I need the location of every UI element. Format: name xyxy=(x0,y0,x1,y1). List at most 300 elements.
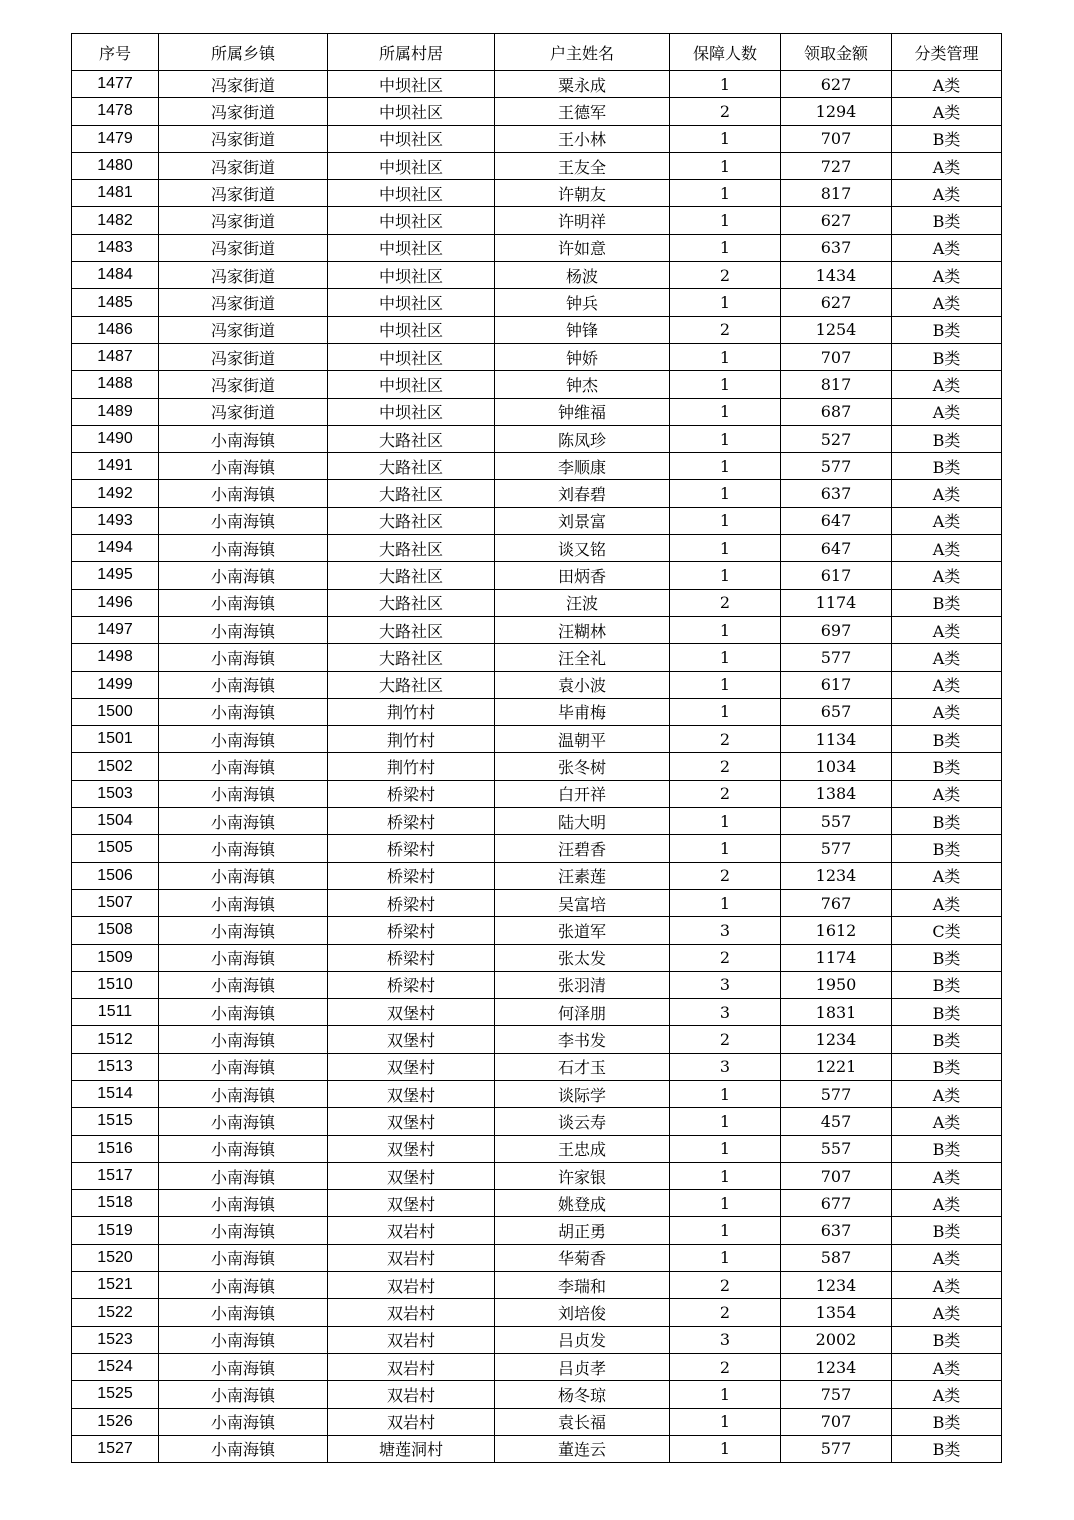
cell-covered-persons: 1 xyxy=(670,562,781,589)
cell-township: 小南海镇 xyxy=(159,1326,328,1353)
header-row xyxy=(72,34,1002,71)
cell-householder: 杨冬琼 xyxy=(495,1381,670,1408)
cell-householder: 石才玉 xyxy=(495,1053,670,1080)
cell-category: A类 xyxy=(892,1108,1002,1135)
cell-seq: 1481 xyxy=(72,180,159,207)
cell-village: 大路社区 xyxy=(328,453,495,480)
cell-township: 小南海镇 xyxy=(159,1381,328,1408)
cell-category: A类 xyxy=(892,535,1002,562)
table-row xyxy=(72,398,1002,425)
cell-amount: 1234 xyxy=(781,1272,892,1299)
cell-village: 中坝社区 xyxy=(328,125,495,152)
table-body xyxy=(72,71,1002,1463)
table-row xyxy=(72,616,1002,643)
table-row xyxy=(72,234,1002,261)
cell-seq: 1507 xyxy=(72,889,159,916)
cell-seq: 1485 xyxy=(72,289,159,316)
table-row xyxy=(72,1053,1002,1080)
cell-village: 双岩村 xyxy=(328,1217,495,1244)
cell-township: 小南海镇 xyxy=(159,1026,328,1053)
cell-covered-persons: 1 xyxy=(670,1381,781,1408)
table-row xyxy=(72,726,1002,753)
cell-category: A类 xyxy=(892,98,1002,125)
cell-householder: 华菊香 xyxy=(495,1244,670,1271)
cell-seq: 1498 xyxy=(72,644,159,671)
table-row xyxy=(72,289,1002,316)
cell-village: 中坝社区 xyxy=(328,152,495,179)
cell-village: 大路社区 xyxy=(328,589,495,616)
cell-category: B类 xyxy=(892,1217,1002,1244)
cell-category: A类 xyxy=(892,1162,1002,1189)
cell-covered-persons: 3 xyxy=(670,1053,781,1080)
cell-covered-persons: 3 xyxy=(670,1326,781,1353)
cell-covered-persons: 1 xyxy=(670,1217,781,1244)
cell-seq: 1493 xyxy=(72,507,159,534)
cell-householder: 王小林 xyxy=(495,125,670,152)
cell-village: 双岩村 xyxy=(328,1408,495,1435)
cell-village: 塘莲洞村 xyxy=(328,1435,495,1462)
cell-township: 小南海镇 xyxy=(159,1299,328,1326)
cell-seq: 1526 xyxy=(72,1408,159,1435)
table-row xyxy=(72,589,1002,616)
cell-category: A类 xyxy=(892,1080,1002,1107)
table-row xyxy=(72,862,1002,889)
cell-amount: 457 xyxy=(781,1108,892,1135)
cell-category: A类 xyxy=(892,616,1002,643)
cell-category: B类 xyxy=(892,726,1002,753)
cell-covered-persons: 2 xyxy=(670,262,781,289)
cell-covered-persons: 2 xyxy=(670,1299,781,1326)
cell-householder: 刘景富 xyxy=(495,507,670,534)
cell-amount: 2002 xyxy=(781,1326,892,1353)
cell-amount: 577 xyxy=(781,1435,892,1462)
cell-village: 桥梁村 xyxy=(328,862,495,889)
table-row xyxy=(72,1353,1002,1380)
cell-amount: 527 xyxy=(781,425,892,452)
cell-township: 小南海镇 xyxy=(159,453,328,480)
cell-householder: 吕贞孝 xyxy=(495,1353,670,1380)
cell-amount: 727 xyxy=(781,152,892,179)
cell-seq: 1513 xyxy=(72,1053,159,1080)
cell-category: A类 xyxy=(892,180,1002,207)
cell-township: 冯家街道 xyxy=(159,316,328,343)
cell-amount: 707 xyxy=(781,1162,892,1189)
cell-seq: 1482 xyxy=(72,207,159,234)
cell-amount: 617 xyxy=(781,671,892,698)
cell-village: 大路社区 xyxy=(328,507,495,534)
cell-seq: 1477 xyxy=(72,71,159,98)
cell-village: 双岩村 xyxy=(328,1244,495,1271)
cell-householder: 钟杰 xyxy=(495,371,670,398)
cell-covered-persons: 1 xyxy=(670,644,781,671)
cell-householder: 李顺康 xyxy=(495,453,670,480)
cell-village: 中坝社区 xyxy=(328,398,495,425)
cell-seq: 1512 xyxy=(72,1026,159,1053)
cell-amount: 557 xyxy=(781,1135,892,1162)
cell-village: 双堡村 xyxy=(328,999,495,1026)
cell-covered-persons: 2 xyxy=(670,1026,781,1053)
cell-seq: 1491 xyxy=(72,453,159,480)
cell-township: 小南海镇 xyxy=(159,1135,328,1162)
cell-householder: 杨波 xyxy=(495,262,670,289)
cell-householder: 许朝友 xyxy=(495,180,670,207)
cell-householder: 董连云 xyxy=(495,1435,670,1462)
cell-covered-persons: 2 xyxy=(670,98,781,125)
cell-covered-persons: 3 xyxy=(670,971,781,998)
table-row xyxy=(72,1217,1002,1244)
table-row xyxy=(72,535,1002,562)
cell-seq: 1506 xyxy=(72,862,159,889)
cell-covered-persons: 1 xyxy=(670,207,781,234)
table-row xyxy=(72,1272,1002,1299)
cell-township: 小南海镇 xyxy=(159,917,328,944)
table-row xyxy=(72,671,1002,698)
cell-category: B类 xyxy=(892,971,1002,998)
cell-township: 小南海镇 xyxy=(159,944,328,971)
cell-covered-persons: 1 xyxy=(670,671,781,698)
cell-amount: 1234 xyxy=(781,1353,892,1380)
cell-township: 小南海镇 xyxy=(159,999,328,1026)
header-township: 所属乡镇 xyxy=(159,34,328,71)
cell-amount: 557 xyxy=(781,808,892,835)
cell-category: B类 xyxy=(892,1135,1002,1162)
cell-covered-persons: 1 xyxy=(670,180,781,207)
cell-householder: 张冬树 xyxy=(495,753,670,780)
cell-village: 双堡村 xyxy=(328,1135,495,1162)
cell-village: 桥梁村 xyxy=(328,835,495,862)
cell-householder: 王友全 xyxy=(495,152,670,179)
cell-village: 荆竹村 xyxy=(328,698,495,725)
cell-covered-persons: 1 xyxy=(670,1435,781,1462)
cell-covered-persons: 1 xyxy=(670,125,781,152)
cell-village: 双堡村 xyxy=(328,1162,495,1189)
cell-village: 双堡村 xyxy=(328,1026,495,1053)
table-row xyxy=(72,343,1002,370)
cell-township: 小南海镇 xyxy=(159,425,328,452)
cell-householder: 汪糊林 xyxy=(495,616,670,643)
cell-category: A类 xyxy=(892,71,1002,98)
header-village: 所属村居 xyxy=(328,34,495,71)
table-row xyxy=(72,262,1002,289)
cell-category: B类 xyxy=(892,1026,1002,1053)
cell-township: 冯家街道 xyxy=(159,262,328,289)
cell-amount: 657 xyxy=(781,698,892,725)
table-row xyxy=(72,1080,1002,1107)
cell-village: 双岩村 xyxy=(328,1272,495,1299)
cell-category: A类 xyxy=(892,862,1002,889)
cell-householder: 汪波 xyxy=(495,589,670,616)
cell-householder: 钟兵 xyxy=(495,289,670,316)
cell-seq: 1488 xyxy=(72,371,159,398)
cell-seq: 1494 xyxy=(72,535,159,562)
cell-covered-persons: 1 xyxy=(670,1408,781,1435)
cell-seq: 1514 xyxy=(72,1080,159,1107)
cell-category: A类 xyxy=(892,889,1002,916)
table-row xyxy=(72,98,1002,125)
cell-amount: 577 xyxy=(781,1080,892,1107)
cell-amount: 677 xyxy=(781,1190,892,1217)
cell-category: B类 xyxy=(892,316,1002,343)
table-row xyxy=(72,71,1002,98)
cell-amount: 647 xyxy=(781,507,892,534)
cell-amount: 587 xyxy=(781,1244,892,1271)
cell-amount: 627 xyxy=(781,71,892,98)
cell-seq: 1517 xyxy=(72,1162,159,1189)
cell-category: B类 xyxy=(892,1408,1002,1435)
cell-seq: 1501 xyxy=(72,726,159,753)
cell-amount: 1174 xyxy=(781,589,892,616)
cell-seq: 1503 xyxy=(72,780,159,807)
cell-covered-persons: 1 xyxy=(670,698,781,725)
cell-category: A类 xyxy=(892,644,1002,671)
header-amount: 领取金额 xyxy=(781,34,892,71)
cell-township: 冯家街道 xyxy=(159,207,328,234)
table-row xyxy=(72,999,1002,1026)
cell-covered-persons: 1 xyxy=(670,425,781,452)
cell-village: 中坝社区 xyxy=(328,180,495,207)
cell-covered-persons: 1 xyxy=(670,1108,781,1135)
cell-seq: 1486 xyxy=(72,316,159,343)
cell-village: 中坝社区 xyxy=(328,343,495,370)
table-row xyxy=(72,944,1002,971)
cell-township: 小南海镇 xyxy=(159,971,328,998)
cell-village: 双堡村 xyxy=(328,1080,495,1107)
cell-householder: 刘培俊 xyxy=(495,1299,670,1326)
cell-village: 中坝社区 xyxy=(328,262,495,289)
cell-covered-persons: 2 xyxy=(670,753,781,780)
cell-householder: 许家银 xyxy=(495,1162,670,1189)
cell-township: 小南海镇 xyxy=(159,1353,328,1380)
table-row xyxy=(72,1381,1002,1408)
cell-township: 小南海镇 xyxy=(159,1435,328,1462)
cell-township: 冯家街道 xyxy=(159,71,328,98)
cell-category: A类 xyxy=(892,289,1002,316)
cell-township: 小南海镇 xyxy=(159,1108,328,1135)
cell-seq: 1525 xyxy=(72,1381,159,1408)
cell-householder: 温朝平 xyxy=(495,726,670,753)
cell-covered-persons: 1 xyxy=(670,1162,781,1189)
cell-village: 中坝社区 xyxy=(328,371,495,398)
cell-covered-persons: 1 xyxy=(670,289,781,316)
cell-township: 小南海镇 xyxy=(159,507,328,534)
cell-covered-persons: 1 xyxy=(670,535,781,562)
cell-village: 中坝社区 xyxy=(328,98,495,125)
cell-householder: 吕贞发 xyxy=(495,1326,670,1353)
cell-covered-persons: 1 xyxy=(670,371,781,398)
cell-category: A类 xyxy=(892,398,1002,425)
table-row xyxy=(72,644,1002,671)
cell-covered-persons: 2 xyxy=(670,780,781,807)
cell-village: 桥梁村 xyxy=(328,917,495,944)
cell-amount: 1384 xyxy=(781,780,892,807)
cell-category: B类 xyxy=(892,343,1002,370)
cell-covered-persons: 2 xyxy=(670,726,781,753)
table-row xyxy=(72,1162,1002,1189)
cell-amount: 577 xyxy=(781,835,892,862)
cell-village: 大路社区 xyxy=(328,616,495,643)
cell-village: 桥梁村 xyxy=(328,889,495,916)
cell-seq: 1522 xyxy=(72,1299,159,1326)
roster-table xyxy=(71,33,1002,1463)
cell-seq: 1502 xyxy=(72,753,159,780)
cell-category: A类 xyxy=(892,507,1002,534)
cell-householder: 钟维福 xyxy=(495,398,670,425)
table-row xyxy=(72,1299,1002,1326)
table-row xyxy=(72,480,1002,507)
cell-covered-persons: 1 xyxy=(670,1080,781,1107)
cell-amount: 1134 xyxy=(781,726,892,753)
cell-village: 中坝社区 xyxy=(328,71,495,98)
cell-township: 小南海镇 xyxy=(159,480,328,507)
cell-category: B类 xyxy=(892,753,1002,780)
cell-village: 双岩村 xyxy=(328,1326,495,1353)
cell-covered-persons: 1 xyxy=(670,808,781,835)
cell-covered-persons: 1 xyxy=(670,1135,781,1162)
cell-category: B类 xyxy=(892,425,1002,452)
table-row xyxy=(72,889,1002,916)
cell-seq: 1490 xyxy=(72,425,159,452)
cell-amount: 697 xyxy=(781,616,892,643)
cell-householder: 汪全礼 xyxy=(495,644,670,671)
table-row xyxy=(72,1135,1002,1162)
cell-seq: 1508 xyxy=(72,917,159,944)
cell-householder: 张羽清 xyxy=(495,971,670,998)
header-covered-persons: 保障人数 xyxy=(670,34,781,71)
cell-township: 小南海镇 xyxy=(159,644,328,671)
cell-householder: 田炳香 xyxy=(495,562,670,589)
cell-householder: 粟永成 xyxy=(495,71,670,98)
cell-village: 双岩村 xyxy=(328,1299,495,1326)
cell-seq: 1521 xyxy=(72,1272,159,1299)
cell-seq: 1516 xyxy=(72,1135,159,1162)
cell-householder: 吴富培 xyxy=(495,889,670,916)
cell-amount: 1831 xyxy=(781,999,892,1026)
cell-village: 荆竹村 xyxy=(328,726,495,753)
cell-category: B类 xyxy=(892,589,1002,616)
cell-category: B类 xyxy=(892,1435,1002,1462)
cell-seq: 1483 xyxy=(72,234,159,261)
cell-township: 冯家街道 xyxy=(159,234,328,261)
table-row xyxy=(72,207,1002,234)
cell-township: 小南海镇 xyxy=(159,808,328,835)
cell-amount: 707 xyxy=(781,1408,892,1435)
cell-category: A类 xyxy=(892,371,1002,398)
cell-category: A类 xyxy=(892,1381,1002,1408)
cell-seq: 1496 xyxy=(72,589,159,616)
cell-village: 中坝社区 xyxy=(328,207,495,234)
cell-covered-persons: 2 xyxy=(670,862,781,889)
cell-householder: 王德军 xyxy=(495,98,670,125)
cell-covered-persons: 1 xyxy=(670,398,781,425)
cell-village: 双堡村 xyxy=(328,1190,495,1217)
cell-householder: 汪素莲 xyxy=(495,862,670,889)
cell-township: 小南海镇 xyxy=(159,1190,328,1217)
cell-category: A类 xyxy=(892,1299,1002,1326)
cell-seq: 1509 xyxy=(72,944,159,971)
cell-covered-persons: 1 xyxy=(670,1190,781,1217)
cell-category: B类 xyxy=(892,944,1002,971)
cell-township: 冯家街道 xyxy=(159,398,328,425)
cell-seq: 1523 xyxy=(72,1326,159,1353)
cell-category: A类 xyxy=(892,1272,1002,1299)
table-row xyxy=(72,917,1002,944)
cell-village: 大路社区 xyxy=(328,644,495,671)
cell-amount: 627 xyxy=(781,289,892,316)
cell-householder: 毕甫梅 xyxy=(495,698,670,725)
table-row xyxy=(72,453,1002,480)
cell-seq: 1505 xyxy=(72,835,159,862)
cell-category: B类 xyxy=(892,999,1002,1026)
cell-township: 小南海镇 xyxy=(159,671,328,698)
cell-amount: 767 xyxy=(781,889,892,916)
cell-village: 荆竹村 xyxy=(328,753,495,780)
cell-category: B类 xyxy=(892,835,1002,862)
cell-township: 小南海镇 xyxy=(159,616,328,643)
cell-householder: 谈际学 xyxy=(495,1080,670,1107)
cell-covered-persons: 1 xyxy=(670,889,781,916)
cell-category: A类 xyxy=(892,1353,1002,1380)
cell-village: 大路社区 xyxy=(328,535,495,562)
cell-village: 桥梁村 xyxy=(328,780,495,807)
cell-householder: 李瑞和 xyxy=(495,1272,670,1299)
table-row xyxy=(72,180,1002,207)
cell-householder: 何泽朋 xyxy=(495,999,670,1026)
cell-amount: 1612 xyxy=(781,917,892,944)
table-row xyxy=(72,808,1002,835)
table-row xyxy=(72,152,1002,179)
cell-seq: 1499 xyxy=(72,671,159,698)
cell-category: A类 xyxy=(892,671,1002,698)
cell-township: 小南海镇 xyxy=(159,1217,328,1244)
cell-seq: 1518 xyxy=(72,1190,159,1217)
cell-householder: 张太发 xyxy=(495,944,670,971)
table-row xyxy=(72,1026,1002,1053)
cell-householder: 许明祥 xyxy=(495,207,670,234)
cell-amount: 1234 xyxy=(781,862,892,889)
cell-township: 小南海镇 xyxy=(159,1053,328,1080)
cell-amount: 1254 xyxy=(781,316,892,343)
cell-township: 小南海镇 xyxy=(159,726,328,753)
cell-category: A类 xyxy=(892,152,1002,179)
cell-covered-persons: 2 xyxy=(670,589,781,616)
cell-householder: 袁小波 xyxy=(495,671,670,698)
cell-covered-persons: 1 xyxy=(670,1244,781,1271)
cell-covered-persons: 1 xyxy=(670,507,781,534)
cell-category: A类 xyxy=(892,698,1002,725)
table-row xyxy=(72,371,1002,398)
cell-village: 中坝社区 xyxy=(328,316,495,343)
cell-covered-persons: 2 xyxy=(670,1272,781,1299)
cell-amount: 637 xyxy=(781,234,892,261)
cell-township: 小南海镇 xyxy=(159,1244,328,1271)
cell-category: B类 xyxy=(892,1326,1002,1353)
cell-amount: 817 xyxy=(781,371,892,398)
cell-covered-persons: 1 xyxy=(670,343,781,370)
cell-amount: 1174 xyxy=(781,944,892,971)
cell-householder: 许如意 xyxy=(495,234,670,261)
cell-seq: 1519 xyxy=(72,1217,159,1244)
cell-township: 小南海镇 xyxy=(159,780,328,807)
cell-township: 冯家街道 xyxy=(159,98,328,125)
cell-householder: 张道军 xyxy=(495,917,670,944)
cell-village: 双堡村 xyxy=(328,1053,495,1080)
cell-township: 小南海镇 xyxy=(159,1162,328,1189)
cell-covered-persons: 1 xyxy=(670,835,781,862)
cell-category: A类 xyxy=(892,1244,1002,1271)
cell-village: 中坝社区 xyxy=(328,289,495,316)
cell-seq: 1515 xyxy=(72,1108,159,1135)
cell-covered-persons: 2 xyxy=(670,944,781,971)
